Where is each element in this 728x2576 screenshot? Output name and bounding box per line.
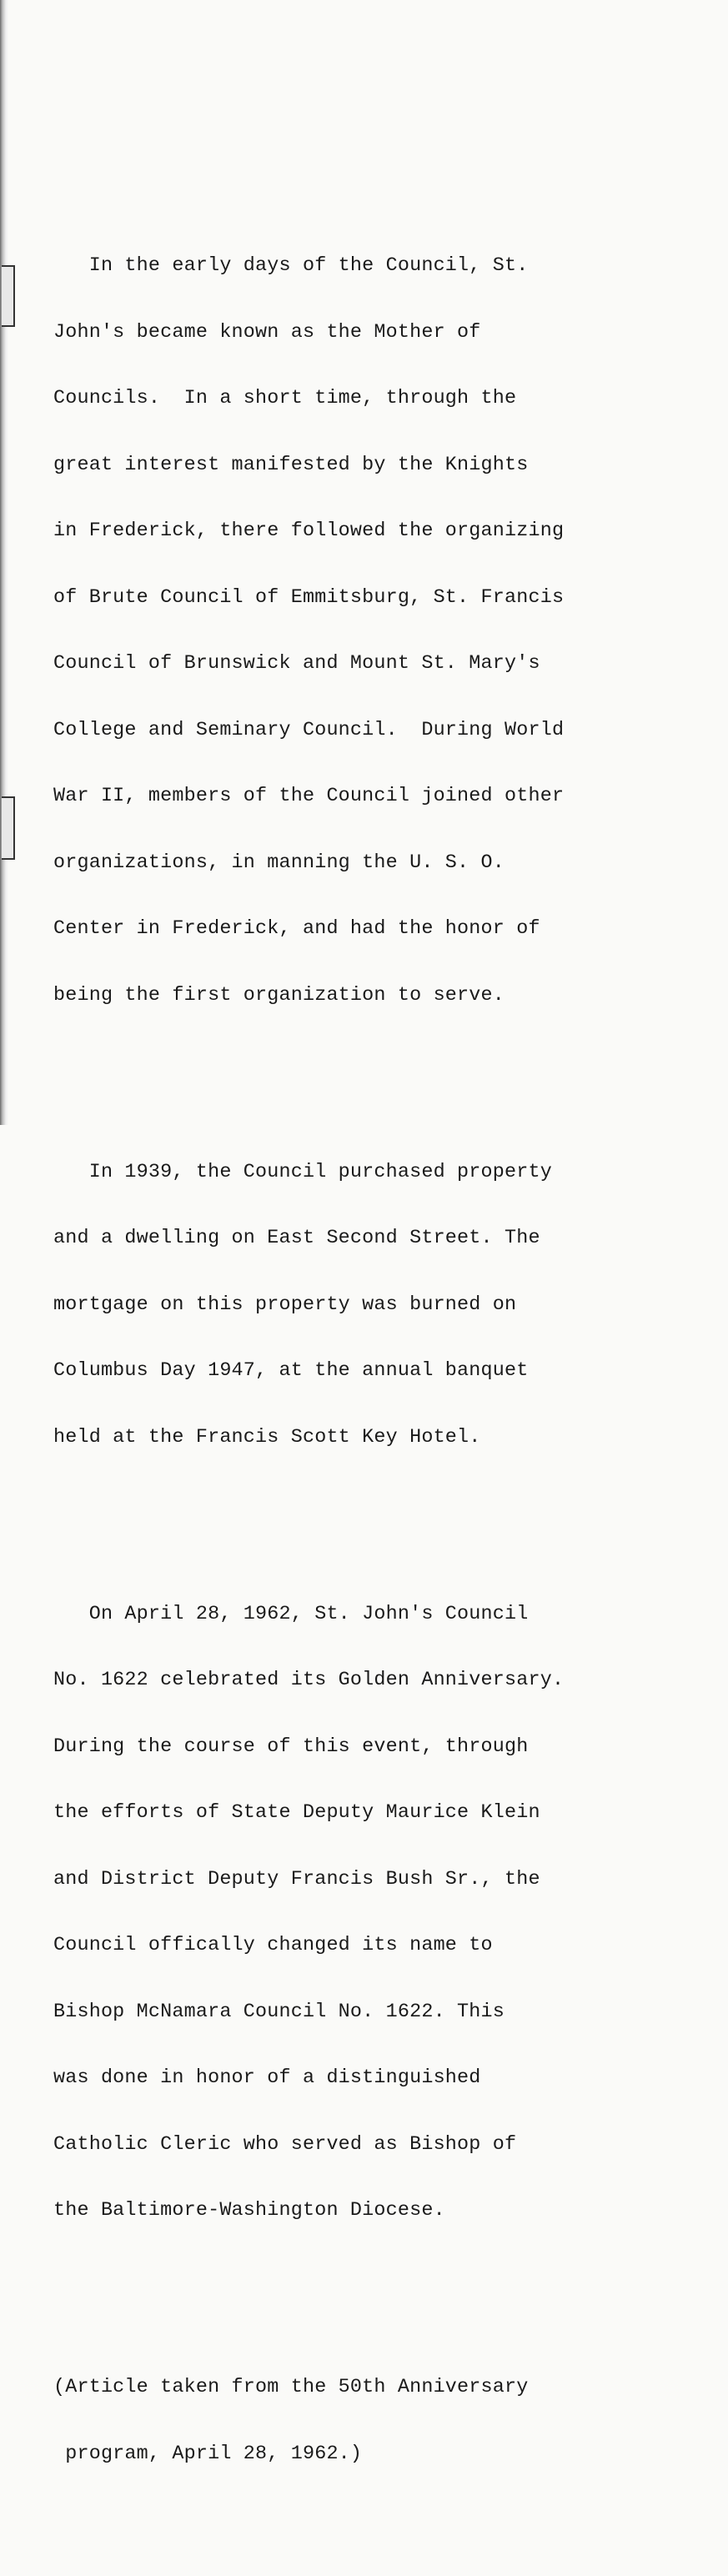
text-line: Columbus Day 1947, at the annual banquet [53,1360,529,1382]
paragraph-source-note [53,2332,670,2509]
text-line: Catholic Cleric who served as Bishop of [53,2133,517,2156]
text-line: In 1939, the Council purchased property [53,1161,552,1183]
text-line: College and Seminary Council. During World [53,719,565,741]
text-line: mortgage on this property was burned on [53,1293,517,1316]
text-line: was done in honor of a distinguished [53,2067,481,2089]
binding-edge [0,0,8,1125]
text-line: program, April 28, 1962.) [53,2443,363,2465]
text-line: During the course of this event, through [53,1735,529,1758]
text-line: and District Deputy Francis Bush Sr., the [53,1868,540,1891]
paragraph-property-purchase [53,1117,670,1494]
text-line: the efforts of State Deputy Maurice Klein [53,1802,540,1824]
text-line: and a dwelling on East Second Street. The [53,1228,540,1249]
text-line: the Baltimore-Washington Diocese. [53,2200,445,2222]
paragraph-mother-of-councils [53,211,670,1051]
text-line: Center in Frederick, and had the honor of [53,918,540,940]
text-line: Council offically changed its name to [53,1935,493,1956]
text-line: organizations, in manning the U. S. O. [53,851,505,874]
text-line: War II, members of the Council joined other [53,786,565,807]
text-line: held at the Francis Scott Key Hotel. [53,1426,481,1449]
staple-bottom [2,796,15,860]
text-line: Council of Brunswick and Mount St. Mary's [53,653,540,675]
text-line: Bishop McNamara Council No. 1622. This [53,2001,505,2023]
text-line: of Brute Council of Emmitsburg, St. Francis [53,586,565,609]
text-line: On April 28, 1962, St. John's Council [53,1603,529,1625]
text-line: great interest manifested by the Knights [53,454,529,476]
text-line: (Article taken from the 50th Anniversary [53,2377,529,2398]
text-line: In the early days of the Council, St. [53,255,529,277]
paragraph-golden-anniversary [53,1559,670,2267]
text-line: in Frederick, there followed the organizing [53,520,565,542]
text-line: John's became known as the Mother of [53,321,481,344]
staple-top [2,265,15,327]
text-line: being the first organization to serve. [53,984,505,1007]
text-line: No. 1622 celebrated its Golden Anniversary. [53,1670,565,1691]
article-text [53,167,670,2576]
text-line: Councils. In a short time, through the [53,388,517,409]
